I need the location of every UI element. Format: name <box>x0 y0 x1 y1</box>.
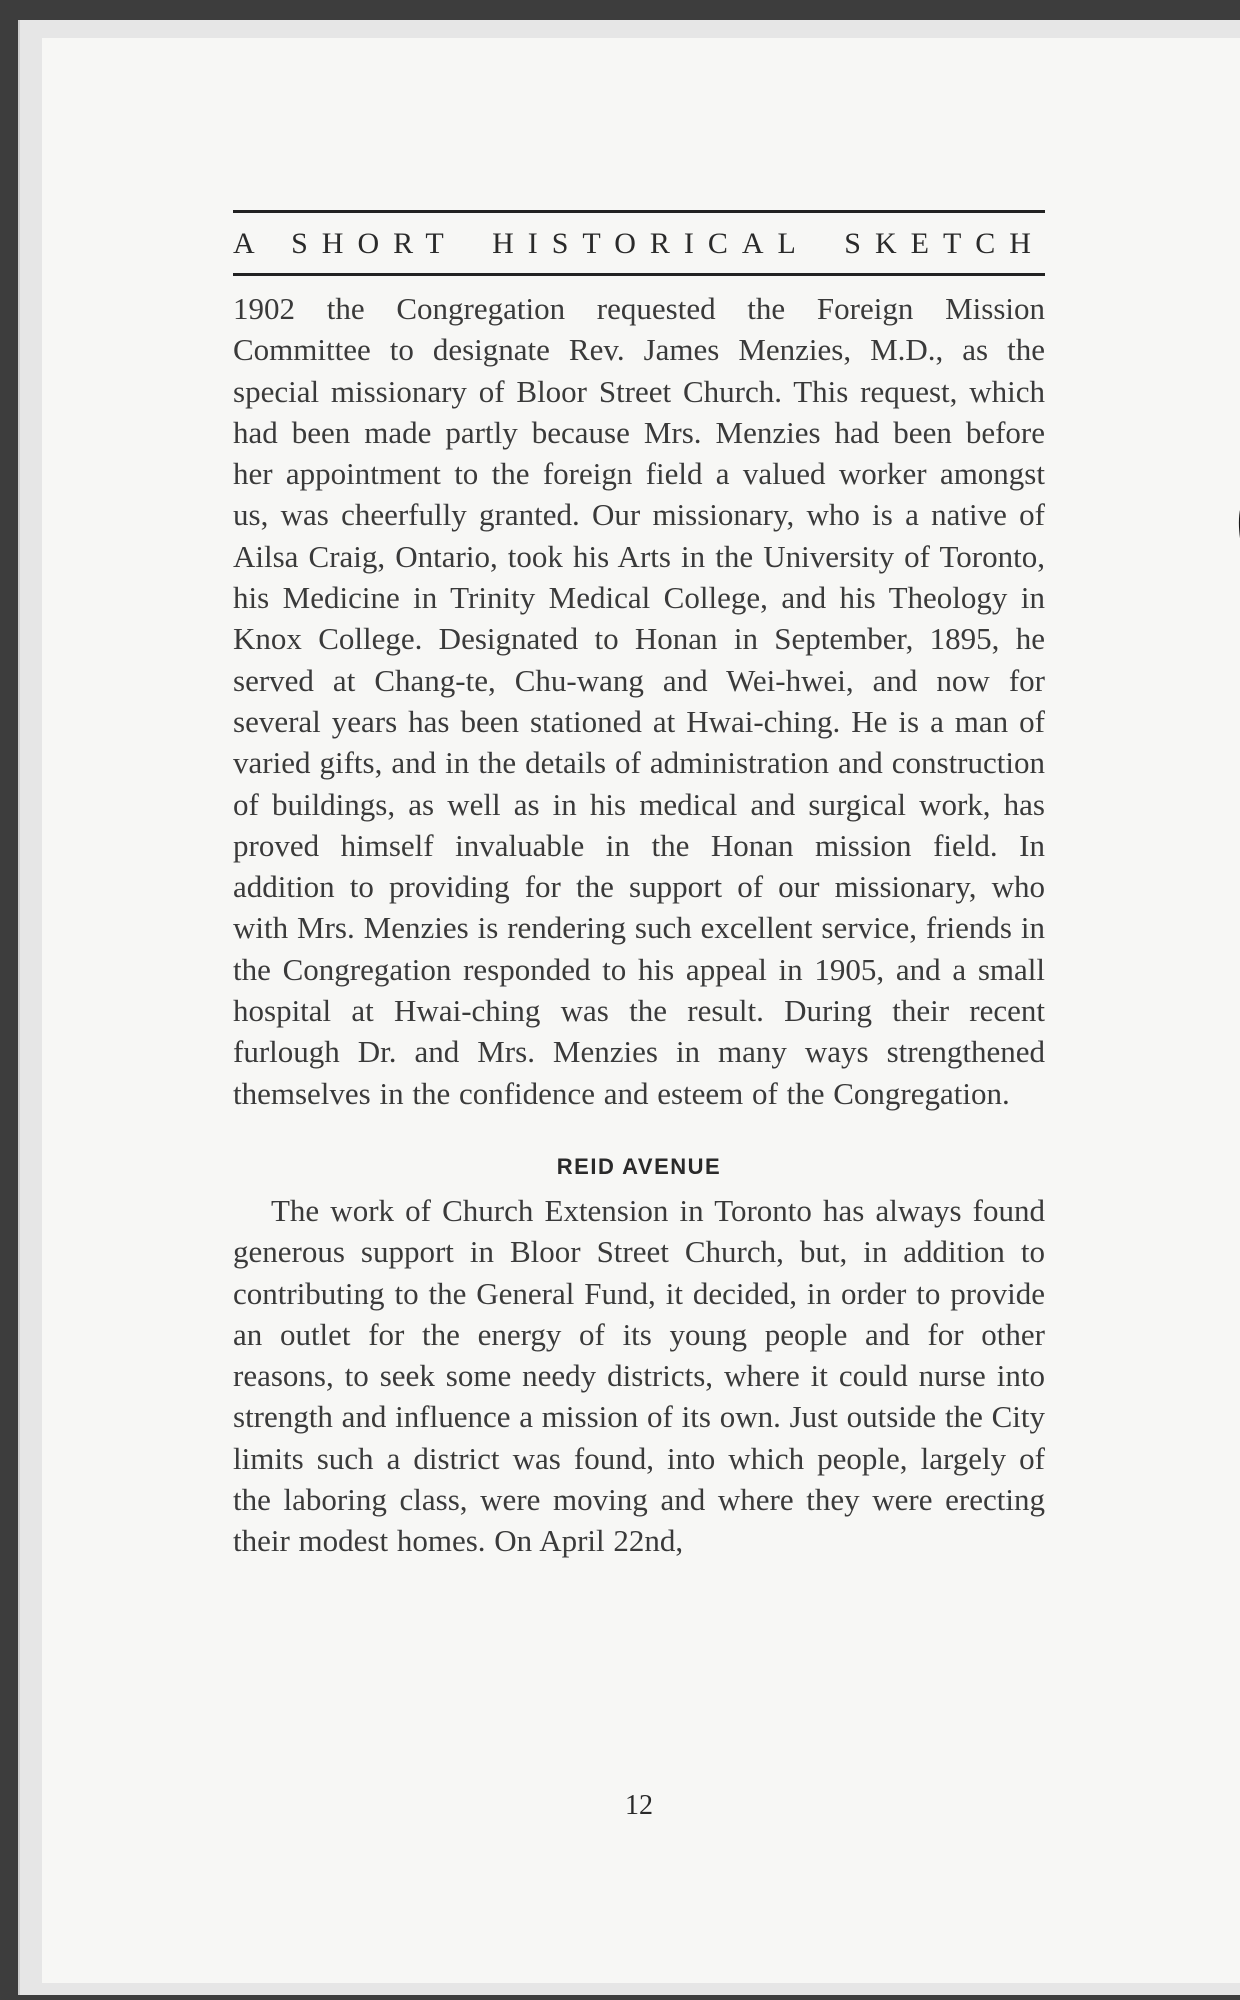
body-paragraph: 1902 the Congregation requested the Foreign Mission Committee to designate Rev. James Menzies, M.D., as the special missionary of Bloor Street Church. This request, which had been made partly because Mrs. Menzies had been before her appointment to the foreign field a valued worker amongst us, was cheerfully granted. Our missionary, who is a native of Ailsa Craig, Ontario, took his Arts in the University of Toronto, his Medicine in Trinity Medical College, and his Theology in Knox College. Designated to Honan in September, 1895, he served at Chang-te, Chu-wang and Wei-hwei, and now for several years has been stationed at Hwai-ching. He is a man of varied gifts, and in the details of administration and construction of buildings, as well as in his medical and surgical work, has proved himself invaluable in the Honan mission field. In addition to providing for the support of our missionary, who with Mrs. Menzies is rendering such excellent service, friends in the Congregation responded to his appeal in 1905, and a small hospital at Hwai-ching was the result. During their recent furlough Dr. and Mrs. Menzies in many ways strengthened themselves in the confidence and esteem of the Congregation. <box>233 291 1045 1111</box>
page-content <box>233 210 1045 1821</box>
running-head-word: A <box>233 227 257 260</box>
section-heading: REID AVENUE <box>556 1153 722 1179</box>
header-rule-bottom <box>233 273 1045 276</box>
running-head-word: HISTORICAL <box>492 227 810 260</box>
page-number: 12 <box>625 1790 653 1821</box>
running-head-word: SKETCH <box>844 227 1045 260</box>
body-paragraph: The work of Church Extension in Toronto has always found generous support in Bloor Street Church, but, in addition to contributing to the General Fund, it decided, in order to provide an outlet for the energy of its young people and for other reasons, to seek some needy districts, where it could nurse into strength and influence a mission of its own. Just outside the City limits such a district was found, into which people, largely of the laboring class, were moving and where they were erecting their modest homes. On April 22nd, <box>233 1192 1045 1559</box>
running-head <box>233 227 1045 261</box>
running-head-word: SHORT <box>291 227 458 260</box>
header-rule-top <box>233 210 1045 213</box>
